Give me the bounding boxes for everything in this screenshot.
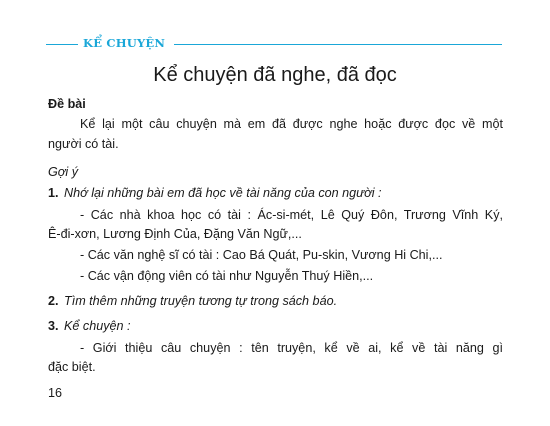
hints-heading: Gợi ý [48,165,79,179]
header-rule-left [46,44,78,45]
page-title: Kể chuyện đã nghe, đã đọc [153,64,397,86]
hint-subitem-line2: Ê-đi-xơn, Lương Định Của, Đặng Văn Ngữ,... [48,227,302,241]
assignment-text-line1: Kể lại một câu chuyện mà em đã được nghe hoặc được đọc về một [80,117,503,131]
hint-text: Kể chuyện : [64,319,131,333]
assignment-text-line2: người có tài. [48,137,119,151]
hint-subitem-line2: đặc biệt. [48,360,96,374]
hint-number: 1. [48,186,59,200]
hint-number: 2. [48,294,59,308]
page-number: 16 [48,386,63,400]
hint-text: Tìm thêm những truyện tương tự trong sách báo. [64,294,338,308]
assignment-heading: Đề bài [48,97,86,111]
hint-subitem-line1: - Các văn nghệ sĩ có tài : Cao Bá Quát, Pu-skin, Vương Hi Chi,... [80,248,443,262]
hint-number: 3. [48,319,59,333]
hint-subitem-line1: - Giới thiệu câu chuyện : tên truyện, kể về ai, kể về tài năng gì [80,341,503,355]
section-label: KỂ CHUYỆN [83,36,166,50]
section-header [46,36,502,50]
header-rule-right [174,44,502,45]
hint-subitem-line1: - Các vận động viên có tài như Nguyễn Thuý Hiền,... [80,269,374,283]
hint-text: Nhớ lại những bài em đã học về tài năng của con người : [64,186,382,200]
hint-subitem-line1: - Các nhà khoa học có tài : Ác-si-mét, Lê Quý Đôn, Trương Vĩnh Ký, [80,208,503,222]
